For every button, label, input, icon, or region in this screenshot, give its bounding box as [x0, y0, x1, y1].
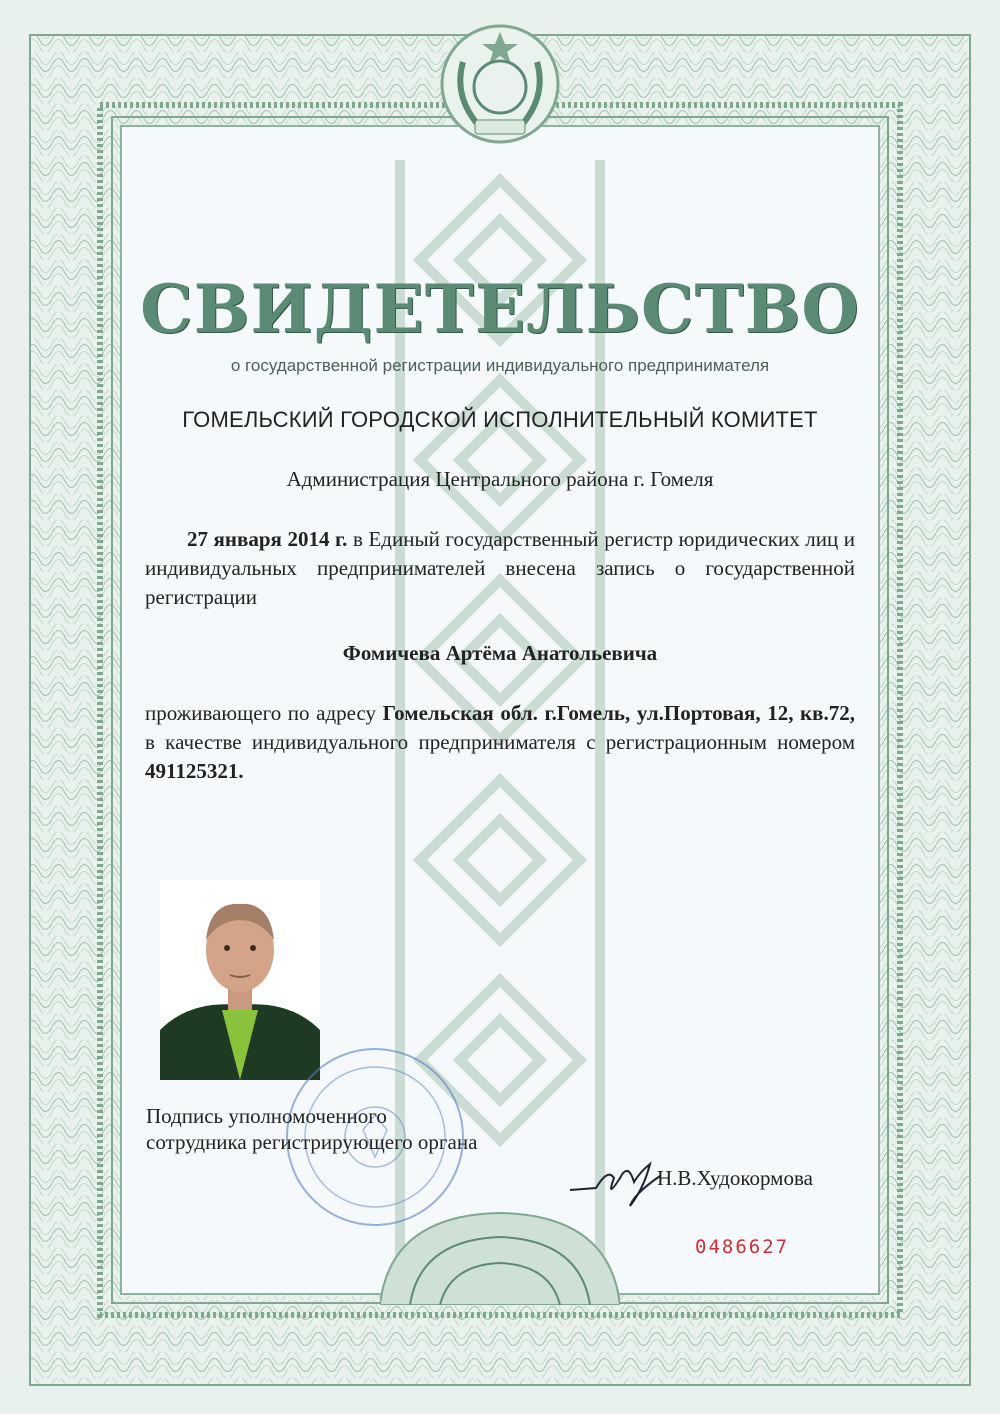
- registration-number: 491125321.: [145, 759, 244, 783]
- state-emblem: [435, 22, 565, 147]
- signer-name: Н.В.Худокормова: [657, 1166, 813, 1190]
- address-prefix: проживающего по адресу: [145, 701, 377, 725]
- certificate-title: СВИДЕТЕЛЬСТВО: [140, 270, 860, 348]
- person-name: Фомичева Артёма Анатольевича: [342, 641, 658, 665]
- registration-paragraph: [145, 525, 855, 612]
- registration-date: 27 января 2014 г.: [187, 527, 348, 551]
- bottom-rosette: [380, 1195, 620, 1305]
- district-administration: Администрация Центрального района г. Гомеля: [286, 467, 714, 491]
- serial-number: 0486627: [695, 1236, 790, 1258]
- address: Гомельская обл. г.Гомель, ул.Портовая, 12, кв.72,: [382, 701, 855, 725]
- role-text: в качестве индивидуального предпринимателя с регистрационным номером: [145, 730, 855, 754]
- signature-label: Подпись уполномоченного сотрудника регистрирующего органа: [146, 1104, 478, 1154]
- certificate-subtitle: о государственной регистрации индивидуального предпринимателя: [230, 356, 770, 375]
- address-paragraph: [145, 699, 855, 786]
- issuing-committee: ГОМЕЛЬСКИЙ ГОРОДСКОЙ ИСПОЛНИТЕЛЬНЫЙ КОМИТЕТ: [182, 407, 818, 432]
- registration-text: в Единый государственный регистр юридических лиц и индивидуальных предпринимателей внесена запись о государственной регистрации: [145, 527, 856, 609]
